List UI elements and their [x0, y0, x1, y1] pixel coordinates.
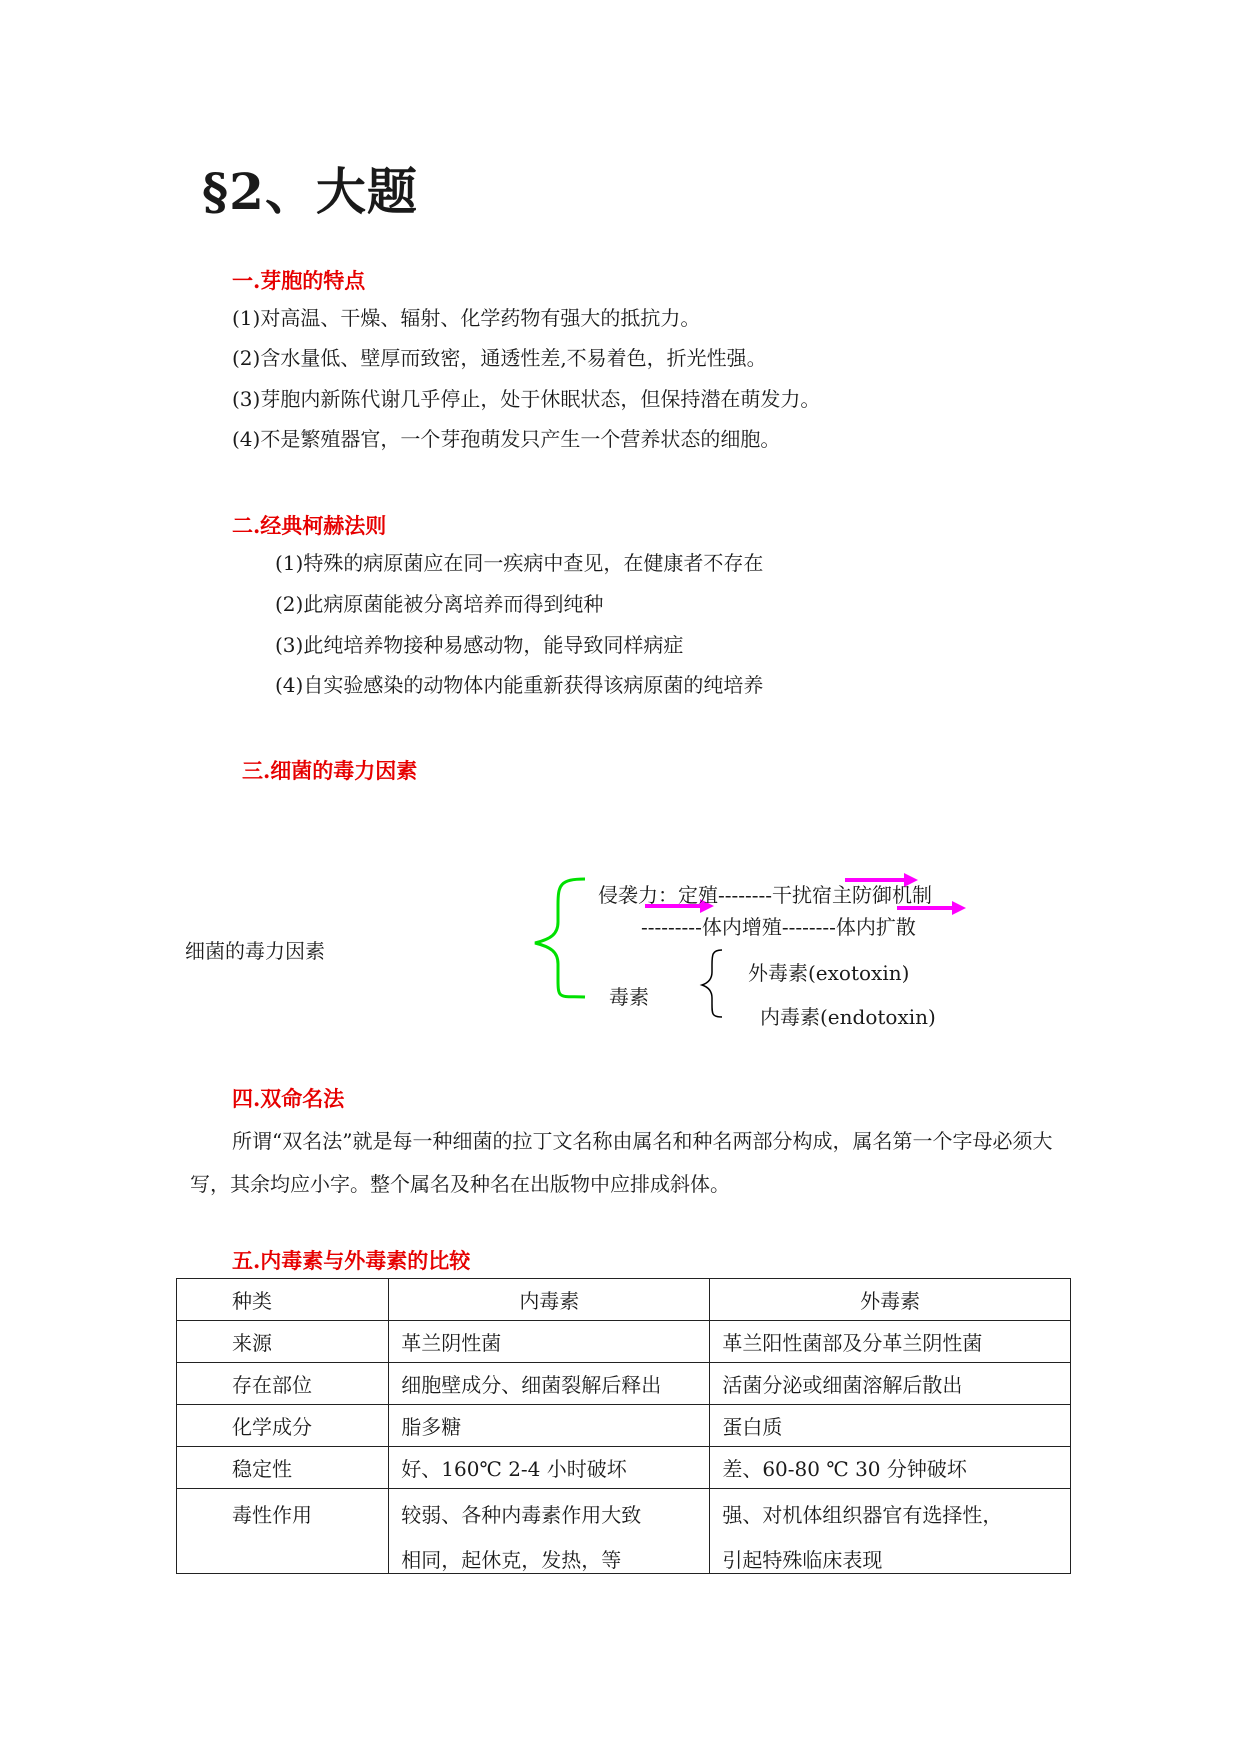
table-cell: 差、60-80 ℃ 30 分钟破坏 — [710, 1447, 1071, 1489]
koch-item-2: (2)此病原菌能被分离培养而得到纯种 — [275, 592, 604, 616]
binomial-paragraph: 所谓“双名法”就是每一种细菌的拉丁文名称由属名和种名两部分构成，属名第一个字母必须大写，其余均应小字。整个属名及种名在出版物中应排成斜体。 — [190, 1129, 1053, 1196]
exotoxin-label: 外毒素(exotoxin) — [748, 961, 910, 985]
table-row — [177, 1405, 1071, 1447]
page-title: §2、大题 — [202, 162, 418, 221]
virulence-root-label: 细菌的毒力因素 — [185, 939, 325, 963]
section-heading-koch: 二.经典柯赫法则 — [232, 513, 387, 538]
cell-line: 相同，起休克，发热，等 — [401, 1548, 622, 1572]
table-cell: 稳定性 — [177, 1447, 389, 1489]
endotoxin-label: 内毒素(endotoxin) — [760, 1005, 936, 1029]
table-cell: 脂多糖 — [389, 1405, 710, 1447]
table-cell: 蛋白质 — [710, 1405, 1071, 1447]
table-cell — [389, 1489, 710, 1574]
table-row — [177, 1321, 1071, 1363]
table-header-row — [177, 1279, 1071, 1321]
table-cell: 毒性作用 — [177, 1489, 389, 1574]
table-cell: 活菌分泌或细菌溶解后散出 — [710, 1363, 1071, 1405]
spore-item-2: (2)含水量低、壁厚而致密，通透性差,不易着色，折光性强。 — [232, 346, 767, 370]
cell-line: 引起特殊临床表现 — [722, 1548, 883, 1572]
table-cell: 化学成分 — [177, 1405, 389, 1447]
table-row — [177, 1447, 1071, 1489]
invasion-line-1: 侵袭力：定殖--------干扰宿主防御机制 — [598, 883, 933, 907]
table-cell: 革兰阴性菌 — [389, 1321, 710, 1363]
section-heading-toxin-comparison: 五.内毒素与外毒素的比较 — [232, 1248, 471, 1273]
toxin-comparison-table — [176, 1278, 1071, 1574]
spore-item-1: (1)对高温、干燥、辐射、化学药物有强大的抵抗力。 — [232, 306, 701, 330]
section-heading-binomial: 四.双命名法 — [232, 1086, 345, 1111]
table-cell: 存在部位 — [177, 1363, 389, 1405]
koch-item-3: (3)此纯培养物接种易感动物，能导致同样病症 — [275, 633, 684, 657]
table-header-cell: 内毒素 — [389, 1279, 710, 1321]
table-header-cell: 外毒素 — [710, 1279, 1071, 1321]
koch-item-4: (4)自实验感染的动物体内能重新获得该病原菌的纯培养 — [275, 673, 764, 697]
table-cell: 细胞壁成分、细菌裂解后释出 — [389, 1363, 710, 1405]
outer-brace-icon — [535, 879, 585, 997]
cell-line: 强、对机体组织器官有选择性， — [722, 1503, 1003, 1527]
table-cell — [710, 1489, 1071, 1574]
spore-item-3: (3)芽胞内新陈代谢几乎停止，处于休眠状态，但保持潜在萌发力。 — [232, 387, 821, 411]
cell-line: 较弱、各种内毒素作用大致 — [401, 1503, 642, 1527]
toxin-label: 毒素 — [609, 985, 649, 1009]
koch-item-1: (1)特殊的病原菌应在同一疾病中查见，在健康者不存在 — [275, 551, 764, 575]
spore-item-4: (4)不是繁殖器官，一个芽孢萌发只产生一个营养状态的细胞。 — [232, 427, 781, 451]
section-heading-spore: 一.芽胞的特点 — [232, 268, 366, 293]
section-heading-virulence: 三.细菌的毒力因素 — [242, 758, 418, 783]
table-cell: 好、160℃ 2-4 小时破坏 — [389, 1447, 710, 1489]
table-cell: 来源 — [177, 1321, 389, 1363]
table-header-cell: 种类 — [177, 1279, 389, 1321]
inner-brace-icon — [702, 950, 722, 1017]
table-row — [177, 1489, 1071, 1574]
table-cell: 革兰阳性菌部及分革兰阴性菌 — [710, 1321, 1071, 1363]
invasion-line-2: ---------体内增殖--------体内扩散 — [641, 915, 916, 939]
table-row — [177, 1363, 1071, 1405]
